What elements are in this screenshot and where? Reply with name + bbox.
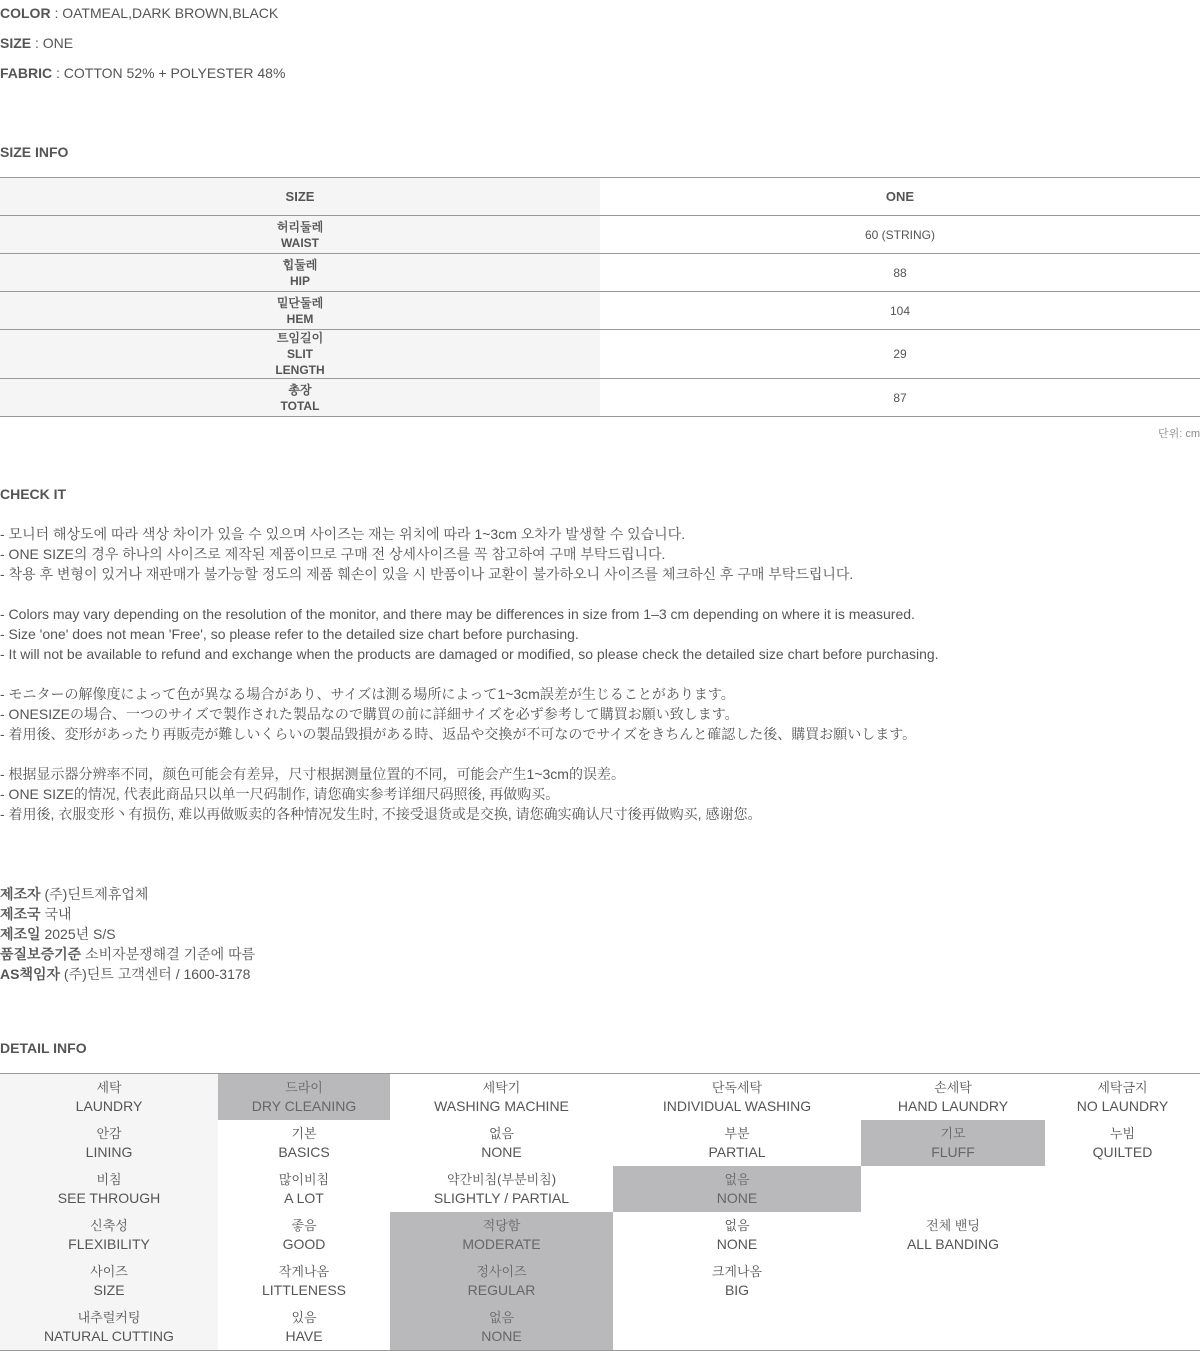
note-line: - ONE SIZE의 경우 하나의 사이즈로 제작된 제품이므로 구매 전 상세사이즈를 꼭 참고하여 구매 부탁드립니다. <box>0 546 666 562</box>
measure-label-ko: 총장 <box>288 382 312 397</box>
detail-label-ko: 드라이 <box>285 1080 323 1095</box>
detail-label-en: SLIGHTLY / PARTIAL <box>433 1190 570 1206</box>
detail-row <box>0 1304 1200 1351</box>
maker-label: 제조국 <box>0 906 41 922</box>
table-row <box>0 292 1200 330</box>
detail-option <box>1045 1212 1200 1258</box>
detail-option <box>218 1304 390 1351</box>
detail-option <box>1045 1074 1200 1121</box>
detail-label-en: NONE <box>716 1190 758 1206</box>
measure-value: 88 <box>600 254 1200 292</box>
notes-group-ko <box>0 524 939 584</box>
note-line: - 根据显示器分辨率不同，颜色可能会有差异，尺寸根据测量位置的不同，可能会产生1~3cm的误差。 <box>0 766 625 782</box>
maker-label: 제조일 <box>0 926 41 942</box>
detail-option <box>1045 1258 1200 1304</box>
detail-label-en: SIZE <box>93 1282 125 1298</box>
detail-label-ko: 세탁금지 <box>1097 1080 1148 1095</box>
size-value: : ONE <box>31 35 74 51</box>
detail-label-en: HAVE <box>285 1328 323 1344</box>
detail-option <box>1045 1166 1200 1212</box>
detail-option <box>613 1212 861 1258</box>
detail-option <box>613 1304 861 1351</box>
detail-label-ko: 적당함 <box>482 1218 521 1233</box>
measure-value: 104 <box>600 292 1200 330</box>
unit-note: 단위: cm <box>1157 428 1200 440</box>
color-label: COLOR <box>0 5 51 21</box>
detail-option <box>613 1120 861 1166</box>
detail-label-ko: 작게나옴 <box>278 1264 330 1279</box>
notes-group-zh <box>0 764 939 824</box>
detail-label-en: WASHING MACHINE <box>434 1098 569 1114</box>
measure-label-en-2: LENGTH <box>275 363 325 377</box>
detail-label-ko: 비침 <box>96 1172 122 1187</box>
maker-label: AS책임자 <box>0 966 61 982</box>
detail-label-ko: 사이즈 <box>90 1264 128 1279</box>
detail-label-en: ALL BANDING <box>906 1236 1000 1252</box>
detail-label-en: NONE <box>716 1236 758 1252</box>
detail-label-en: REGULAR <box>467 1282 536 1298</box>
size-header-value: ONE <box>600 178 1200 216</box>
detail-label-en: SEE THROUGH <box>57 1190 161 1206</box>
detail-label-ko: 내추럴커팅 <box>77 1310 141 1325</box>
table-row <box>0 254 1200 292</box>
detail-category <box>0 1258 218 1304</box>
measure-label <box>0 254 600 292</box>
detail-row <box>0 1258 1200 1304</box>
size-table <box>0 177 1200 417</box>
measure-label-en: WAIST <box>281 235 319 250</box>
detail-option <box>218 1212 390 1258</box>
detail-label-ko: 안감 <box>96 1126 122 1141</box>
detail-option-selected <box>613 1166 861 1212</box>
note-line: - 모니터 해상도에 따라 색상 차이가 있을 수 있으며 사이즈는 재는 위치에 따라 1~3cm 오차가 발생할 수 있습니다. <box>0 526 686 542</box>
size-label: SIZE <box>0 35 32 51</box>
detail-category <box>0 1304 218 1351</box>
measure-label <box>0 216 600 254</box>
size-info-line <box>0 35 73 51</box>
note-line: - モニターの解像度によって色が異なる場合があり、サイズは測る場所によって1~3cm誤差が生じることがあります。 <box>0 686 735 702</box>
table-row <box>0 330 1200 379</box>
measure-value: 29 <box>600 330 1200 379</box>
detail-label-ko: 세탁기 <box>482 1080 521 1095</box>
detail-option <box>390 1074 613 1121</box>
detail-option <box>218 1120 390 1166</box>
measure-label <box>0 379 600 417</box>
note-line: - ONE SIZE的情况, 代表此商品只以单一尺码制作, 请您确实参考详细尺码照後, 再做购买。 <box>0 786 560 802</box>
detail-label-ko: 세탁 <box>96 1080 122 1095</box>
detail-label-ko: 없음 <box>724 1218 750 1233</box>
maker-row <box>0 904 255 924</box>
color-info <box>0 5 278 21</box>
measure-label-ko: 밑단둘레 <box>276 295 324 310</box>
maker-value: (주)딘트 고객센터 / 1600-3178 <box>60 966 251 982</box>
detail-label-ko: 신축성 <box>90 1218 128 1233</box>
note-line: - 착용 후 변형이 있거나 재판매가 불가능할 정도의 제품 훼손이 있을 시 반품이나 교환이 불가하오니 사이즈를 체크하신 후 구매 부탁드립니다. <box>0 566 854 582</box>
detail-label-en: LAUNDRY <box>75 1098 143 1114</box>
note-line: - ONESIZEの場合、一つのサイズで製作された製品なので購買の前に詳細サイズを必ず参考して購買お願い致します。 <box>0 706 739 722</box>
detail-option <box>390 1120 613 1166</box>
detail-label-ko: 없음 <box>724 1172 750 1187</box>
detail-option <box>1045 1120 1200 1166</box>
detail-category <box>0 1166 218 1212</box>
maker-value: (주)딘트제휴업체 <box>40 886 149 902</box>
table-row <box>0 216 1200 254</box>
measure-value: 60 (STRING) <box>600 216 1200 254</box>
detail-option <box>613 1074 861 1121</box>
measure-label-en: TOTAL <box>280 398 320 413</box>
detail-row <box>0 1120 1200 1166</box>
detail-option <box>613 1258 861 1304</box>
detail-option <box>861 1258 1045 1304</box>
maker-row <box>0 964 255 984</box>
detail-label-en: LITTLENESS <box>261 1282 347 1298</box>
note-line: - 着用後、変形があったり再販売が難しいくらいの製品毀損がある時、返品や交換が不可なのでサイズをきちんと確認した後、購買お願いします。 <box>0 726 917 742</box>
notes-group-ja <box>0 684 939 744</box>
fabric-value: : COTTON 52% + POLYESTER 48% <box>52 65 286 81</box>
detail-label-en: PARTIAL <box>708 1144 766 1160</box>
fabric-label: FABRIC <box>0 65 53 81</box>
color-value: : OATMEAL,DARK BROWN,BLACK <box>50 5 279 21</box>
measure-label-en: SLIT <box>287 347 313 361</box>
notes-group-en <box>0 604 939 664</box>
detail-label-en: FLUFF <box>931 1144 975 1160</box>
maker-label: 제조자 <box>0 886 41 902</box>
detail-label-en: DRY CLEANING <box>251 1098 357 1114</box>
detail-label-ko: 약간비침(부분비침) <box>446 1172 557 1187</box>
note-line: - It will not be available to refund and exchange when the products are damaged or modified, so please check the detailed size chart before purchasing. <box>0 646 939 662</box>
detail-label-ko: 단독세탁 <box>711 1080 763 1095</box>
detail-label-en: LINING <box>85 1144 133 1160</box>
detail-category <box>0 1212 218 1258</box>
detail-category <box>0 1074 218 1121</box>
check-it-notes <box>0 524 939 844</box>
note-line: - 着用後, 衣服变形丶有损伤, 难以再做贩卖的各种情况发生时, 不接受退货或是交换, 请您确实确认尺寸後再做购买, 感谢您。 <box>0 806 762 822</box>
maker-row <box>0 944 255 964</box>
maker-value: 소비자분쟁해결 기준에 따름 <box>81 946 256 962</box>
detail-table <box>0 1073 1200 1351</box>
table-row <box>0 379 1200 417</box>
detail-label-en: NO LAUNDRY <box>1076 1098 1169 1114</box>
detail-option-selected <box>390 1258 613 1304</box>
maker-label: 품질보증기준 <box>0 946 82 962</box>
detail-row <box>0 1074 1200 1121</box>
fabric-info <box>0 65 285 81</box>
detail-label-en: FLEXIBILITY <box>68 1236 150 1252</box>
detail-option <box>861 1074 1045 1121</box>
detail-label-en: BASICS <box>278 1144 330 1160</box>
detail-label-en: QUILTED <box>1092 1144 1153 1160</box>
detail-option <box>861 1304 1045 1351</box>
detail-option <box>218 1166 390 1212</box>
note-line: - Colors may vary depending on the resolution of the monitor, and there may be differences in size from 1–3 cm depending on where it is measured. <box>0 606 915 622</box>
detail-label-en: GOOD <box>282 1236 326 1252</box>
detail-row <box>0 1212 1200 1258</box>
detail-info-title: DETAIL INFO <box>0 1040 87 1056</box>
detail-option <box>390 1166 613 1212</box>
detail-label-en: MODERATE <box>462 1236 541 1252</box>
maker-row <box>0 924 255 944</box>
detail-label-en: BIG <box>724 1282 750 1298</box>
detail-label-ko: 없음 <box>488 1126 515 1141</box>
measure-label-en: HIP <box>289 273 310 288</box>
detail-label-ko: 정사이즈 <box>476 1264 527 1279</box>
detail-option <box>218 1258 390 1304</box>
size-header-label: SIZE <box>0 178 600 216</box>
detail-label-ko: 누빔 <box>1109 1126 1136 1141</box>
size-info-title: SIZE INFO <box>0 144 69 160</box>
detail-label-ko: 많이비침 <box>278 1172 330 1187</box>
detail-label-ko: 부분 <box>724 1126 750 1141</box>
measure-label <box>0 330 600 379</box>
detail-label-en: HAND LAUNDRY <box>897 1098 1009 1114</box>
detail-label-en: NATURAL CUTTING <box>44 1328 174 1344</box>
detail-option <box>861 1166 1045 1212</box>
detail-label-ko: 손세탁 <box>934 1080 972 1095</box>
detail-label-ko: 기본 <box>291 1126 317 1141</box>
maker-row <box>0 884 255 904</box>
detail-option <box>861 1212 1045 1258</box>
detail-option-selected <box>390 1304 613 1351</box>
detail-label-ko: 없음 <box>488 1310 515 1325</box>
detail-label-ko: 좋음 <box>291 1218 317 1233</box>
size-table-header <box>0 178 1200 216</box>
detail-row <box>0 1166 1200 1212</box>
detail-category <box>0 1120 218 1166</box>
measure-label-ko: 힙둘레 <box>282 257 318 272</box>
maker-info <box>0 884 255 984</box>
detail-option-selected <box>390 1212 613 1258</box>
detail-option <box>1045 1304 1200 1351</box>
measure-label <box>0 292 600 330</box>
measure-label-en: HEM <box>286 311 314 326</box>
maker-value: 국내 <box>40 906 72 922</box>
measure-value: 87 <box>600 379 1200 417</box>
measure-label-ko: 허리둘레 <box>276 219 324 234</box>
detail-label-ko: 있음 <box>291 1310 317 1325</box>
maker-value: 2025년 S/S <box>40 926 116 942</box>
detail-label-ko: 전체 밴딩 <box>926 1218 980 1233</box>
measure-label-ko: 트임길이 <box>276 331 324 345</box>
detail-label-en: NONE <box>481 1144 522 1160</box>
detail-label-ko: 기모 <box>940 1126 966 1141</box>
detail-label-en: A LOT <box>284 1190 324 1206</box>
detail-label-en: INDIVIDUAL WASHING <box>662 1098 812 1114</box>
detail-label-ko: 크게나옴 <box>711 1264 763 1279</box>
note-line: - Size 'one' does not mean 'Free', so please refer to the detailed size chart before purchasing. <box>0 626 579 642</box>
check-it-title: CHECK IT <box>0 486 67 502</box>
detail-option-selected <box>218 1074 390 1121</box>
detail-option-selected <box>861 1120 1045 1166</box>
detail-label-en: NONE <box>481 1328 522 1344</box>
